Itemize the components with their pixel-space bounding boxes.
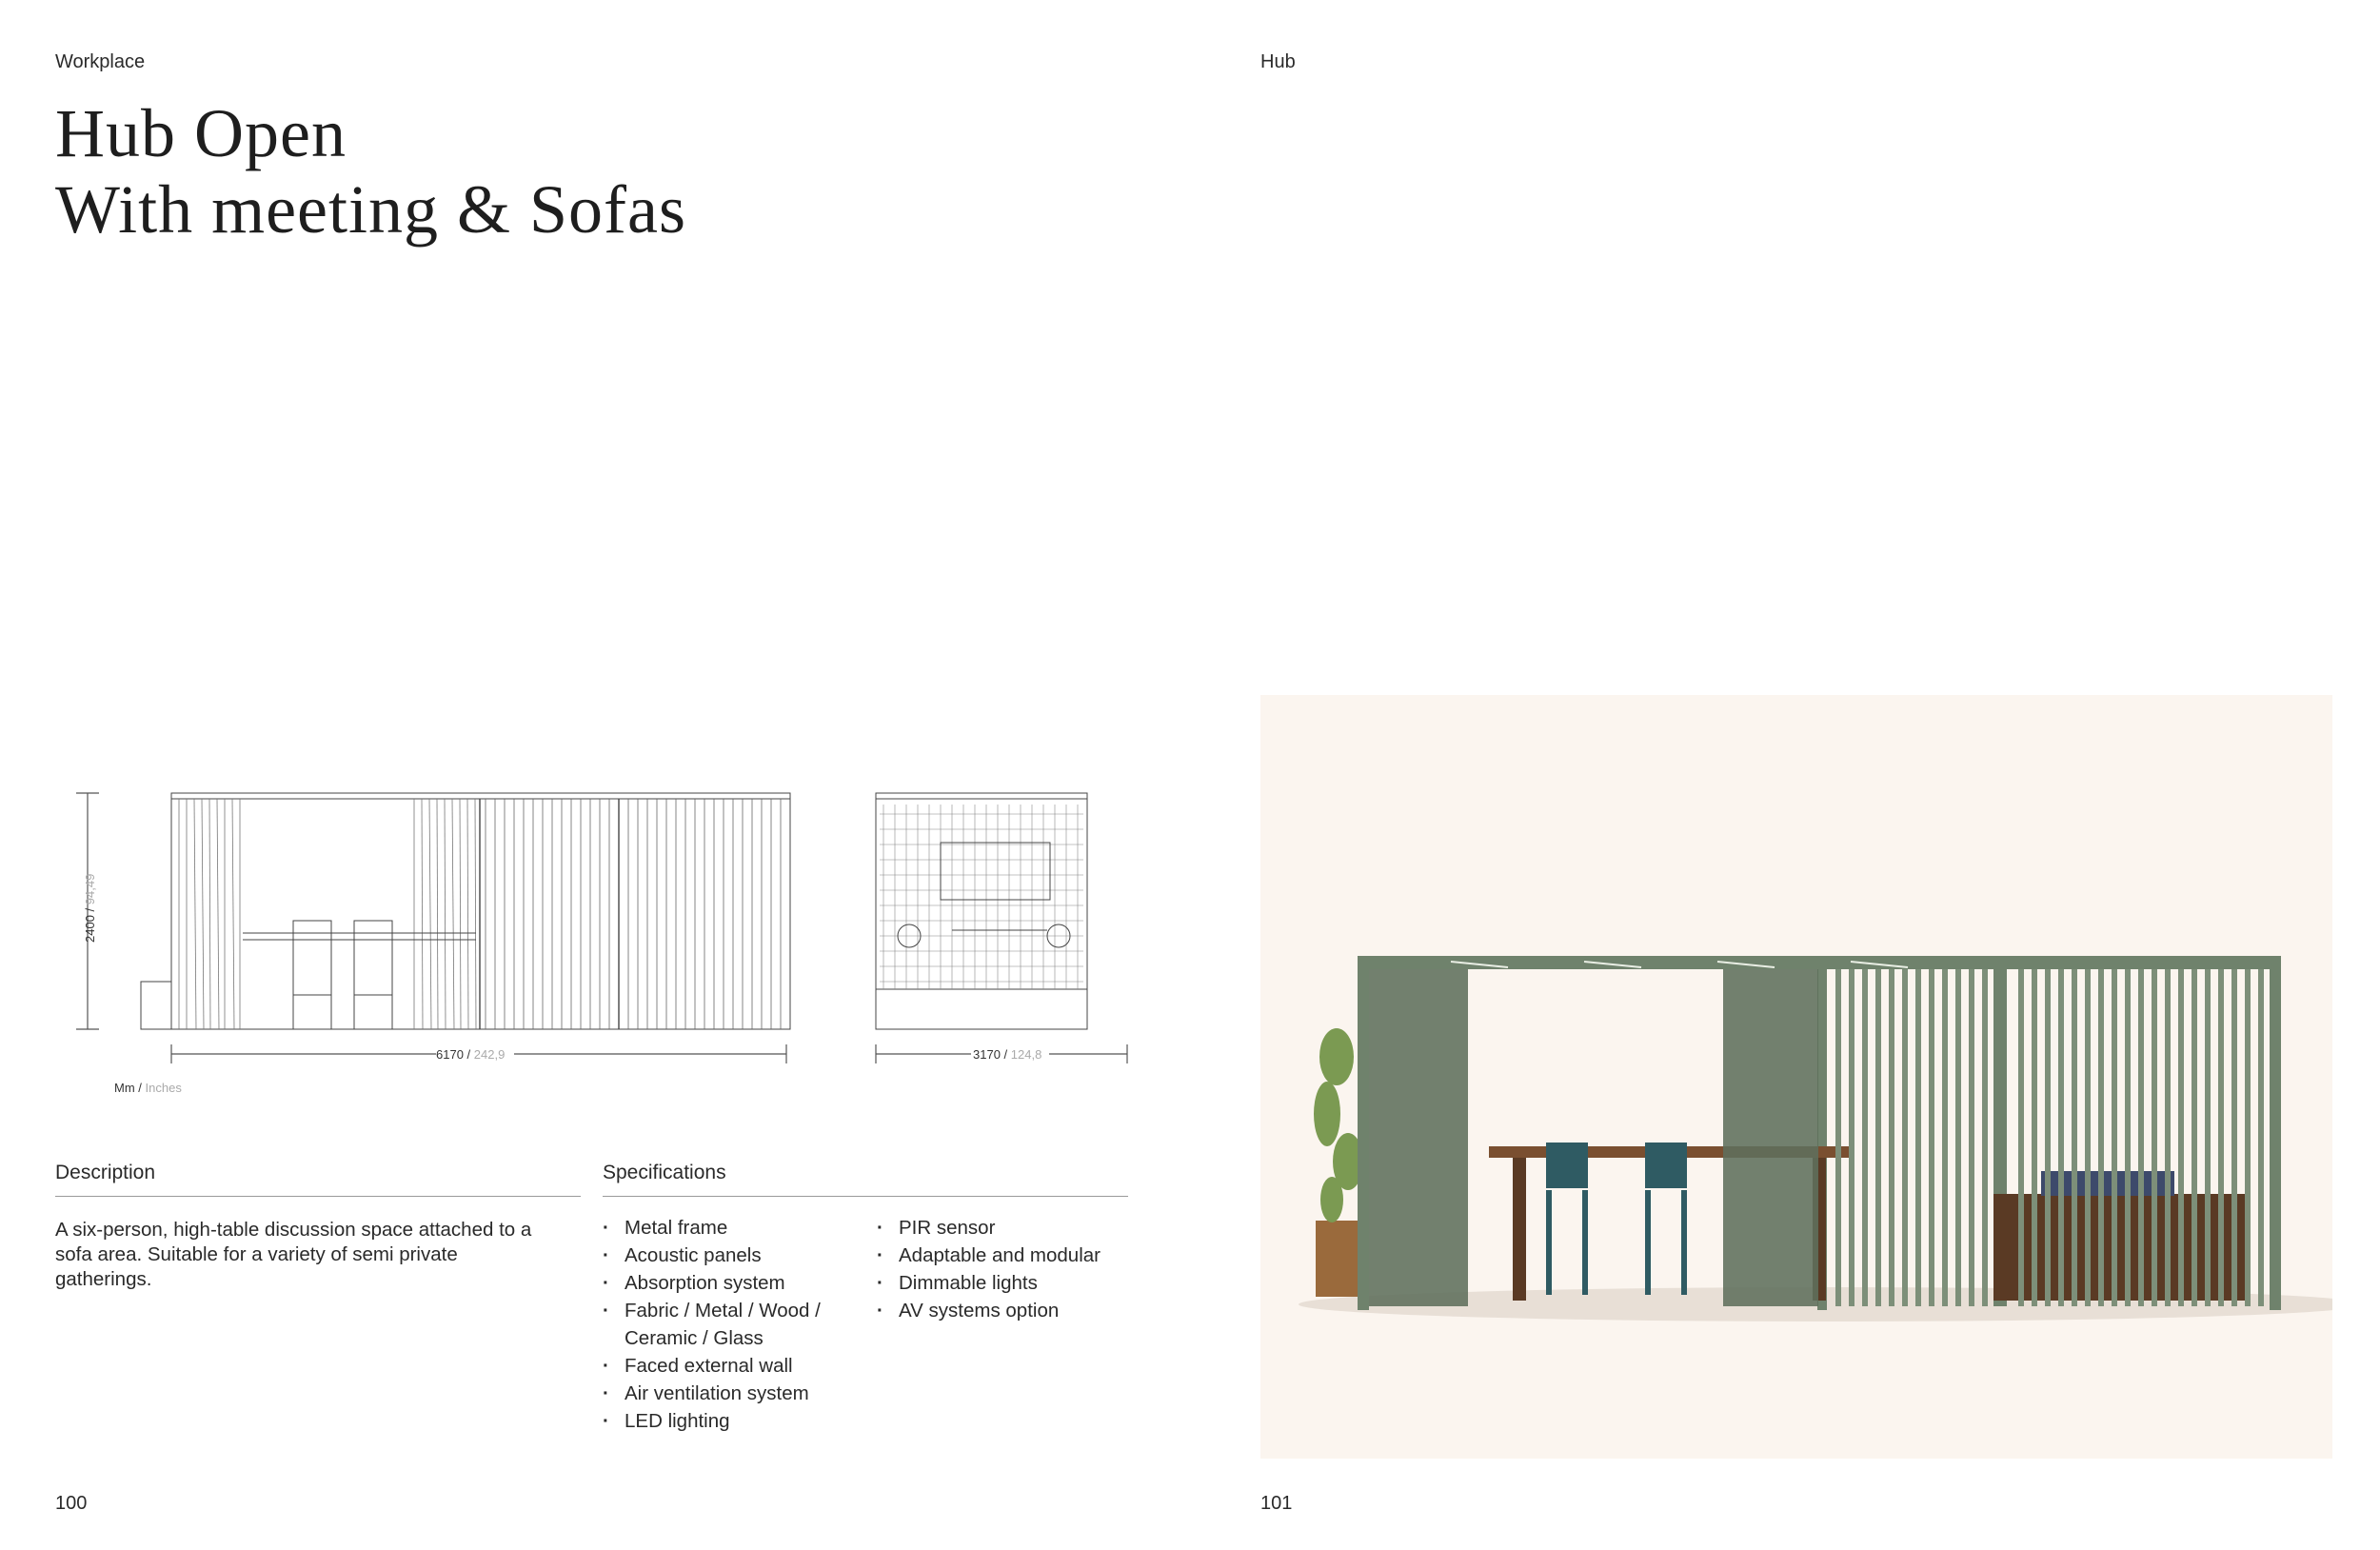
spec-item: · Dimmable lights xyxy=(877,1269,1128,1297)
specifications-list-2 xyxy=(877,1214,1128,1435)
description-section xyxy=(55,1162,581,1292)
title-line-1: Hub Open xyxy=(55,95,347,171)
product-photo xyxy=(1260,695,2332,1459)
side-elevation xyxy=(876,793,1087,1029)
specifications-heading: Specifications xyxy=(603,1162,1128,1197)
section-label: Workplace xyxy=(55,51,146,72)
description-heading: Description xyxy=(55,1162,581,1197)
spec-item: · Adaptable and modular xyxy=(877,1242,1128,1269)
section-label-right: Hub xyxy=(1260,51,1296,72)
canopy-beam xyxy=(1358,956,2281,969)
slat-wall xyxy=(1835,969,1988,1306)
description-text: A six-person, high-table discussion space attached to a sofa area. Suitable for a variety of semi private gatherings. xyxy=(55,1219,532,1290)
page-title xyxy=(55,95,686,248)
planter xyxy=(1316,1221,1363,1297)
spec-item: · LED lighting xyxy=(603,1407,877,1435)
spec-item: · Air ventilation system xyxy=(603,1380,877,1407)
units-legend: Mm / Inches xyxy=(114,1081,182,1095)
depth-dimension-label: 3170 / 124,8 xyxy=(973,1047,1042,1062)
spec-item: · Metal frame xyxy=(603,1214,877,1242)
spec-item: · AV systems option xyxy=(877,1297,1128,1324)
plant xyxy=(1314,1028,1363,1222)
technical-drawing xyxy=(57,776,1152,1119)
spec-item: · PIR sensor xyxy=(877,1214,1128,1242)
specifications-section xyxy=(603,1162,1128,1435)
length-dimension-label: 6170 / 242,9 xyxy=(436,1047,506,1062)
specifications-list-1 xyxy=(603,1214,877,1435)
front-elevation xyxy=(141,793,790,1029)
curtain-middle xyxy=(1723,969,1818,1306)
spec-item: · Acoustic panels xyxy=(603,1242,877,1269)
page-number-left: 100 xyxy=(55,1493,88,1514)
title-line-2: With meeting & Sofas xyxy=(55,171,687,248)
height-dimension-label: 2400 / 94,49 xyxy=(83,873,97,943)
spec-item: · Faced external wall xyxy=(603,1352,877,1380)
spec-item: · Fabric / Metal / Wood / Ceramic / Glass xyxy=(603,1297,843,1352)
hub-render-illustration xyxy=(1260,695,2332,1459)
page-number-right: 101 xyxy=(1260,1493,1293,1514)
curtain-left xyxy=(1369,969,1468,1306)
stools xyxy=(1546,1143,1687,1295)
spec-item: · Absorption system xyxy=(603,1269,877,1297)
